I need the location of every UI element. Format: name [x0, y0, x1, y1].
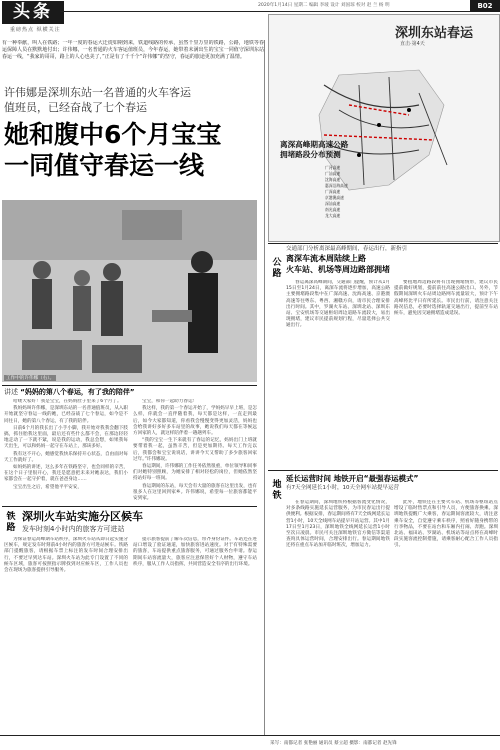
photo-illustration: [2, 200, 257, 382]
headline-deck-line2: 值班员，已经奋战了七个春运: [4, 101, 147, 114]
tielu-subtitle: 发车时刻4小时内的旅客方可进站: [22, 525, 125, 533]
gonglu-title-line1: 离深车流本周陆续上路: [286, 254, 366, 263]
tielu-title: 深圳火车站实施分区候车: [22, 510, 143, 523]
news-photo: [2, 200, 257, 382]
map-labels: [325, 165, 348, 219]
story1-p2: 我妈妈叫许伟娜，是深圳东站的一名普通值班员，从入职开始就坚守春运一线的她，已经奋战了七个春运，如今是不同往日，她的第八个春运，有了我的陪伴。: [4, 406, 128, 424]
story1-top-rule: [2, 385, 257, 386]
intro-paragraph: 有一种奉献，叫人在铁路；一年一度的春运大迁徙如期到来，铁道线路的传承，虽然千里万里的铁路，公路，地铁等春运保障人员在默默地付出；许伟娜，一名普通的火车客运值班员，今年春运，她带着未满出生的宝宝一同值守深圳东站春运一线，“我家的哥哥，路上的人心也美了，”正是有了千千个“许伟娜”的坚守，春运的旅途更加充满了温情。: [2, 40, 264, 60]
tielu-top-rule: [2, 506, 257, 507]
map-label-1: 广汕高速: [325, 171, 341, 176]
header-rule: [60, 11, 470, 12]
gonglu-heading: [286, 245, 496, 275]
gonglu-col2: [394, 280, 498, 468]
map-label-8: 龙大高速: [325, 213, 341, 218]
map-label-7: 南光高速: [325, 207, 341, 212]
headline-block: [4, 85, 266, 181]
ditie-subtitle: 有7天全网延长1小时，10天全网车站提早运营: [286, 485, 399, 491]
ditie-heading: [286, 473, 498, 492]
map-svg: [269, 15, 499, 241]
footer: [0, 737, 500, 750]
map-label-2: 沈海高速: [325, 177, 341, 182]
story1-right-p2: 我这样，我的第一个春运开始了，学妈妈早早上班，是怎么样，你就会一直伴随着我，每天都是这样，一直走到最后，如今大家都知道，你看我会慢慢变得更加灵活，妈妈也会给我讲好多好多车站里的故事，她说我们每天都在等候远方回家的人，就这样陪伴着一趟趟列车。: [133, 406, 257, 437]
story1-right-p1: 宝宝，和你一起助力春运！: [142, 399, 198, 404]
story1-right-p5: 春运期间的东站，每天会有大量的旅客在这里出发，也有很多人在这里回到家乡。许伟娜说，希望每一位旅客都能平安到家。: [133, 483, 257, 502]
photo-caption: 工作中的许伟娜（右）。: [6, 376, 55, 381]
headline-deck-line1: 许伟娜是深圳东站一名普通的火车客运: [4, 86, 191, 99]
map-subtitle: 直击·第4天: [400, 41, 425, 47]
story1-title: “妈妈的第八个春运，有了我的陪伴”: [20, 388, 135, 396]
story1-right-p3: “我的宝宝一生下来就有了春运的记忆，妈妈出门上班就要带着我一起，虽然辛苦，但是更加期待。每天工作完以后，我都会和宝宝说说话，讲讲今天又帮助了多少旅客回家过年。”许伟娜说。: [133, 438, 257, 462]
map-caption: [280, 140, 348, 160]
map-label-0: 广河高速: [325, 165, 341, 170]
ditie-col1: [286, 500, 390, 733]
map-label-5: 京港澳高速: [325, 195, 344, 200]
tielu-heading: [22, 510, 258, 534]
dateline: 2020年1月14日 星期二 编辑 李坡 设计 刘国琼 校对 赵 兰 杨 明: [258, 3, 390, 8]
gonglu-body-right: 要租地周边路段将有出现拥堵情形，建议市民提前做好规划，提前前往高速公路出口。另外，节假期间深圳火车站周边路网车流量较大，预计下午高峰将比平日有所延长。市民出行前，请注意关注路况信息，必要时选择轨道交通出行，提前至车站候车，避免因交通拥堵造成延误。: [394, 280, 498, 317]
map-label-3: 惠深沿海高速: [325, 183, 348, 188]
ditie-col2: [394, 500, 498, 733]
page-number: B02: [470, 0, 500, 12]
gonglu-body: 春运离深高峰期间，交通部门提醒，预计从1月15日至1月24日，离深车流将逐步增加，高速公路主要拥堵路段集中在广深高速、沈海高速、京港澳高速等往粤东、粤西、湘赣方向，请市民合理安排出行时间。其中，罗湖火车站、深圳北站、深圳东站、宝安机场等交通枢纽周边道路车流较大，易出现拥堵，建议市民提前规划行程，尽量选择公共交通出行。: [286, 280, 390, 329]
ditie-top-rule: [268, 470, 498, 471]
tag-ditie: 地铁: [272, 480, 282, 501]
story1-p5: 如妈妈的讲述，这么多年在铁路坚守，也会同样的辛苦，在这个日子里很开心，我还是愿意把未来对她表达，我们小家都会在一起守护着，就在爸爸身边……: [4, 465, 128, 483]
footer-rule: [0, 735, 500, 736]
ditie-body: 在春运期间，深圳地铁将根据客流变化情况，对多条线路实施延长运营服务，为市民春运出行提供便利。根据安排，春运期间将有7天全线网延长运营1小时，10天全线网车站提早开站运营。其中1月17日至1月23日，深圳地铁全线网延长运营1小时至次日凌晨。市民可关注深圳地铁官方微信等渠道查询具体运营时间，合理安排出行。春运期间地铁还将在重点车站加开临时班次，增加运力。: [286, 500, 390, 549]
tielu-col2: [133, 537, 257, 733]
ditie-title: 延长运营时间 地铁开启“最强春运模式”: [286, 474, 419, 483]
gonglu-title-line2: 火车站、机场等周边路部拥堵: [286, 265, 390, 274]
tag-tielu: 铁路: [6, 512, 16, 533]
tielu-body: 为保证春运高峰期车站秩序，深圳火车站从即日起实施分区候车，规定发车时刻前4小时内的旅客方可进站候车。铁路部门提醒旅客，请根据车票上标注的发车时间合理安排出行，不要过早到达车站。深圳火车站为此专门设置了不同的候车区域，旅客可按照指示牌找到对应候车区，工作人员也会在现场为旅客提供引导服务。: [4, 537, 128, 574]
story1-col1: [4, 399, 128, 504]
gonglu-col1: [286, 280, 390, 468]
story1-p6: 宝宝出生之后，希望他平平安安，: [13, 484, 82, 490]
section-subtitle: 重磅热点 纵横关注: [10, 27, 61, 33]
map-graphic: [268, 14, 500, 242]
map-label-6: 深汕高速: [325, 201, 341, 206]
tielu-col1: [4, 537, 128, 733]
story1-right-p4: 春运期间，许伟娜的工作任务依然很重，单位领导和同事们对她特别照顾，为她安排了相对轻松的岗位，但她依然坚持站好每一班岗。: [133, 464, 257, 482]
column-divider: [264, 40, 265, 735]
tielu-body-right: 提示旅客提前了解车次信息，带齐身份证件。车站还在进站口增设了验证通道，加快旅客进站速度。对于有特殊需要的旅客，车站提供重点旅客服务，可通过服务台申请。春运期间车站客流量大，旅客应注意保管好个人财物，遵守车站秩序，服从工作人员指挥，共同营造安全有序的出行环境。: [133, 537, 257, 567]
ditie-body-right: 此外，地铁还在主要火车站、机场等枢纽站点增设了临时售票点和引导人员，方便旅客换乘。深圳地铁提醒广大乘客，春运期间客流较大，请注意乘车安全，自觉遵守乘车秩序，照看好随身携带的行李物品，不要在站台和车厢内打闹、奔跑。深圳北站、福田站、罗湖站、机场站等站点将在高峰时段实施客流控制措施，请乘客耐心配合工作人员指引。: [394, 500, 498, 549]
map-title: 深圳东站春运: [395, 26, 474, 41]
footer-credits: 采写：南都记者 张艳丽 通讯员 蔡立超 摄影：南都记者 赵先锋: [270, 741, 397, 746]
story1-p3: 日前6个月的我长出了小手小脚，我开始对我我会翻下肢搞，抓住胎我这里面，最后还有些什么都不会，在那边轻轻地走动了一下就不紧，说是我的运动，我总会想，如果我每天出生，可以和妈妈一起守在车站上，那该多好。: [4, 425, 128, 450]
map-caption-line1: 离深高峰期高速公路: [280, 140, 349, 149]
gonglu-top-rule: [268, 243, 498, 244]
map-caption-line2: 拥堵路段分布预测: [280, 150, 341, 159]
map-label-4: 广深高速: [325, 189, 341, 194]
story1-heading: [4, 387, 264, 397]
story1-col2: [133, 399, 257, 504]
section-title: 头条: [2, 1, 64, 24]
gonglu-kicker: 交通部门分析离深最高峰期间，春运出行，新指引: [286, 246, 408, 252]
story1-p1: 哈喽大家好！我是宝宝，在妈妈肚子里来了6个月了。: [13, 399, 122, 404]
story1-p4: 我有这不开心，她感觉我快乐保持开心状态，自由面对每天工作就好了。: [4, 451, 128, 463]
story1-lead-label: 讲述: [4, 388, 18, 396]
headline-main-line2: 一同值守春运一线: [4, 151, 205, 180]
tag-gonglu: 公路: [272, 258, 282, 279]
headline-main-line1: 她和腹中6个月宝宝: [4, 120, 222, 149]
